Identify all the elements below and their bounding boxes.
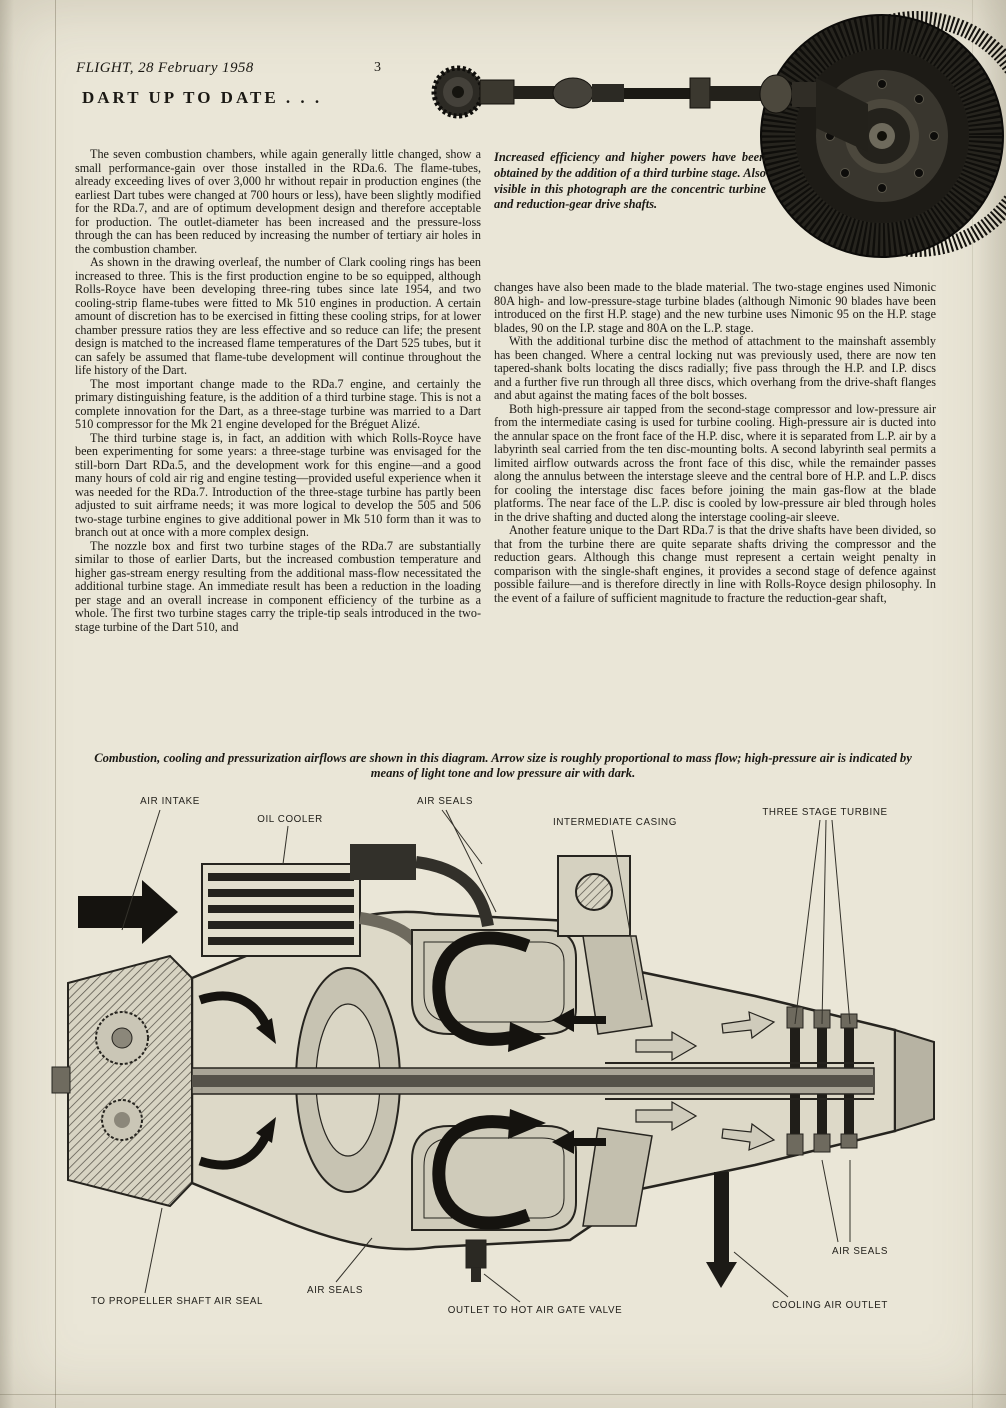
diagram-label-hot-air-gate-valve: OUTLET TO HOT AIR GATE VALVE: [447, 1305, 623, 1316]
diagram-label-air-seals-right: AIR SEALS: [831, 1246, 889, 1257]
turbine-photo: [420, 6, 1006, 264]
main-shaft: [192, 1063, 874, 1099]
diagram-label-three-stage-turbine: THREE STAGE TURBINE: [762, 807, 888, 818]
article-paragraph: The nozzle box and first two turbine stages of the RDa.7 are substantially similar to those of earlier Darts, but the increased combustion temperature and higher gas-stream energy resulting from the additional mass-flow necessitated the additional turbine stage. An immediate result has been a reduction in the loading per stage and an overall increase in component efficiency of the turbine as a whole. The first two turbine stages carry the triple-tip seals introduced in the two-stage turbine of the Dart 510, and: [75, 538, 481, 634]
right-column: [494, 281, 936, 605]
diagram-label-oil-cooler: OIL COOLER: [257, 814, 323, 825]
article-paragraph: The third turbine stage is, in fact, an addition with which Rolls-Royce have been experimenting for some years: a three-stage turbine was envisaged for the still-born Dart RDa.5, and the development work for this engine—and a good many hours of cold air rig and engine testing—provided useful experience when it was needed for the RDa.7. Introduction of the three-stage turbine has partly been adjusted to suit airframe needs; it was more logical to develop the 505 and 506 two-stage turbine engines to give additional power in Mk 510 form than it was to branch out at once with a more complex design.: [75, 430, 481, 539]
oil-cooler-matrix: [202, 864, 360, 956]
article-paragraph: With the additional turbine disc the method of attachment to the mainshaft assembly has been changed. Where a central locking nut was previously used, there are now ten tapered-shank bolts locating the discs radially; five pass through the H.P. and I.P. discs and a further five run through all three discs, which overhang from the drive-shaft flanges and abut against the mating faces of the bolt bosses.: [494, 334, 936, 402]
article-title: DART UP TO DATE . . .: [82, 88, 323, 107]
propeller-gearbox: [52, 956, 192, 1206]
article-paragraph: As shown in the drawing overleaf, the number of Clark cooling rings has been increased to three. This is the first production engine to be so equipped, although Rolls-Royce have been developing three-ring tubes since late 1954, and two cooling-strip flame-tubes were fitted to Mk 510 engines in production. A certain amount of discretion has to be exercised in fitting these cooling strips, for at lower chamber pressure ratios they are less effective and so reduce can life; the present design is matched to the increased flame temperatures of the Dart 525 tubes, but it can safely be assumed that flame-tube development will continue throughout the life history of the Dart.: [75, 255, 481, 377]
photo-caption: Increased efficiency and higher powers have been obtained by the addition of a third turbine stage. Also visible in this photograph are the concentric turbine and reduction-gear drive shafts.: [494, 150, 766, 212]
article-paragraph: The most important change made to the RDa.7 engine, and certainly the primary distinguishing feature, is the addition of a third turbine stage. This is not a complete innovation for the Dart, as a three-stage turbine was married to a Dart 510 compressor for the Mk 21 engine developed for the Bréguet Alizé.: [75, 376, 481, 431]
article-paragraph: The seven combustion chambers, while again generally little changed, show a small performance-gain over those installed in the RDa.6. The flame-tubes, already exceeding lives of over 3,000 hr without repair in production engines (the earliest Dart tubes were changed at 700 hours or less), have been slightly modified for the RDa.7, and are of optimum development design and therefore acceptable for production. The outlet-diameter has been increased and the pressure-loss through the can has been reduced by increasing the number of tertiary air holes in the combustion chamber.: [75, 147, 481, 256]
diagram-label-air-intake: AIR INTAKE: [140, 796, 200, 807]
page-edge-bottom: [0, 1394, 1006, 1395]
diagram-label-air-seals-top: AIR SEALS: [416, 796, 474, 807]
turbine-disc: [761, 15, 1006, 257]
article-paragraph: Both high-pressure air tapped from the second-stage compressor and low-pressure air from the intermediate casing is used for turbine cooling. High-pressure air is ducted into the annular space on the front face of the H.P. disc, where it is separated from L.P. air by a labyrinth seal carried from the ten disc-mounting bolts. A second labyrinth seal permits a limited airflow outwards across the front face of this disc, while the remainder passes along the annulus between the interstage sleeve and the central bore of H.P. and L.P. discs for cooling the interstage disc faces before joining the main gas-flow at the blade platforms. The near face of the L.P. disc is cooled by low-pressure air bled through holes in the drive shafting and ducted along the interstage cooling-air sleeve.: [494, 401, 936, 524]
diagram-caption: Combustion, cooling and pressurization airflows are shown in this diagram. Arrow size is roughly proportional to mass flow; high-pressure air is indicated by means of light tone and low pressure air with dark.: [94, 751, 912, 781]
article-paragraph: Another feature unique to the Dart RDa.7 is that the drive shafts have been divided, so that from the turbine there are quite separate shafts driving the compressor and the reduction gears. Although this change must represent a certain weight penalty in comparison with the single-shaft engines, it provides a second stage of defence against possible failure—and is therefore directly in line with Rolls-Royce design philosophy. In the event of a failure of sufficient magnitude to fracture the reduction-gear shaft,: [494, 523, 936, 605]
article-paragraph: changes have also been made to the blade material. The two-stage engines used Nimonic 80A high- and low-pressure-stage turbine blades (although Nimonic 90 blades have been introduced on the first H.P. stage) and the new turbine uses Nimonic 95 on the H.P. stage blades, 90 on the I.P. stage and 80A on the L.P. stage.: [494, 280, 936, 335]
diagram-label-cooling-air-outlet: COOLING AIR OUTLET: [772, 1300, 888, 1311]
engine-cutaway-diagram: [50, 788, 956, 1348]
diagram-label-air-seals-bottom: AIR SEALS: [306, 1285, 364, 1296]
diagram-label-intermediate-casing: INTERMEDIATE CASING: [553, 817, 677, 828]
left-column: [75, 148, 481, 634]
diagram-label-propeller-shaft-air-seal: TO PROPELLER SHAFT AIR SEAL: [90, 1296, 264, 1307]
journal-date: FLIGHT, 28 February 1958: [76, 60, 254, 76]
page-number: 3: [374, 60, 381, 75]
